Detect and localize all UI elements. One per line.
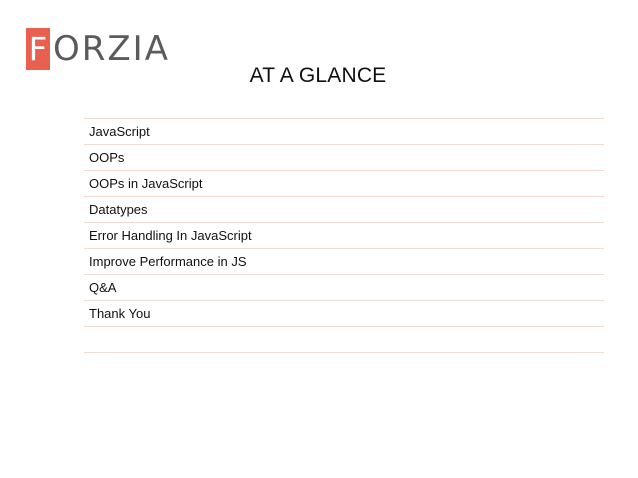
agenda-item-error-handling: Error Handling In JavaScript: [84, 223, 604, 249]
agenda-item-improve-performance: Improve Performance in JS: [84, 249, 604, 275]
agenda-item-javascript: JavaScript: [84, 119, 604, 145]
agenda-item-thank-you: Thank You: [84, 301, 604, 327]
agenda-item-oops-in-javascript: OOPs in JavaScript: [84, 171, 604, 197]
agenda-item-empty: [84, 327, 604, 353]
agenda-item-qa: Q&A: [84, 275, 604, 301]
agenda-list: [84, 118, 604, 353]
agenda-item-datatypes: Datatypes: [84, 197, 604, 223]
logo-initial: F: [26, 28, 50, 70]
logo-wordmark: ORZIA: [53, 29, 170, 69]
slide-title: AT A GLANCE: [249, 64, 387, 87]
forzia-logo: [26, 28, 170, 70]
agenda-item-oops: OOPs: [84, 145, 604, 171]
